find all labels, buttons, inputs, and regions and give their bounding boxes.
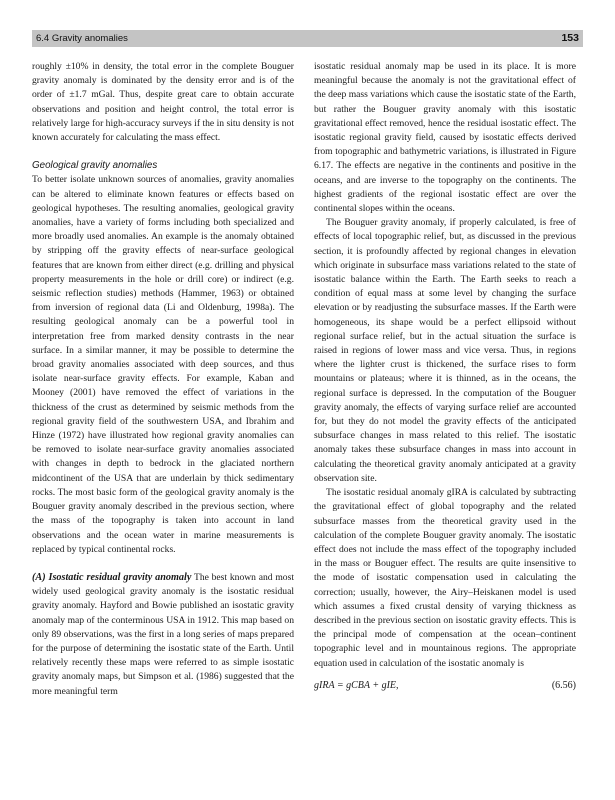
section-title: 6.4 Gravity anomalies bbox=[36, 33, 128, 44]
running-header bbox=[32, 30, 583, 47]
equation-number: (6.56) bbox=[551, 679, 576, 691]
paragraph-text: The best known and most widely used geological gravity anomaly is the isostatic residual gravity anomaly. Hayford and Bowie published an isostatic gravity anomaly map of the conterminous USA in 1912. This map based on only 89 observations, was the first in a long series of maps prepared for the purpose of determining the isostatic state of the Earth. Until relatively recently these maps were referred to as simple isostatic gravity anomaly maps, but Simpson et al. (1986) suggested that the more meaningful term bbox=[32, 571, 294, 697]
paragraph: isostatic residual anomaly map be used in its place. It is more meaningful because the anomaly is not the gravitational effect of the deep mass variations which cause the isostatic state of the Earth, but rather the Bouguer gravity anomaly with this isostatic gravitational effect removed, hence the residual isostatic effect. The isostatic regional gravity field, caused by isostatic effects derived from topographic and bathymetric variations, is illustrated in Figure 6.17. The effects are negative in the continents and positive in the oceans, and are inverse to the topography on the continents. The highest gradients of the regional isostatic effect are over the continental slopes within the oceans. bbox=[314, 61, 576, 215]
equation-body: gIRA = gCBA + gIE, bbox=[314, 679, 399, 691]
equation bbox=[314, 679, 576, 697]
section-heading: Geological gravity anomalies bbox=[32, 160, 158, 172]
paragraph: The isostatic residual anomaly gIRA is calculated by subtracting the gravitational effect of global topography and the related subsurface masses from the theoretical gravity used in the calculation of the complete Bouguer gravity anomaly. The isostatic effect does not include the mass effect of the topography included in the mass or Bouguer effect. The results are quite insensitive to the mode of isostatic compensation used in calculating the correction; usually, however, the Airy–Heiskanen model is used which assumes a fixed crustal density of varying thickness as described in the previous section on isostatic gravity effects. This is the principal mode of compensation at the ocean–continent topographic level and in mountainous regions. The appropriate equation used in calculation of the isostatic anomaly is bbox=[314, 487, 576, 669]
right-column bbox=[314, 60, 576, 697]
paragraph: To better isolate unknown sources of anomalies, gravity anomalies can be altered to eliminate known features or effects based on geological hypotheses. The resulting anomalies, geological gravity anomalies, have a variety of forms including both specialized and more broadly used anomalies. An example is the anomaly obtained by stripping off the gravity effects of near-surface geological features that are known from either direct (e.g. drilling and physical property measurements in the hole or drill core) or indirect (e.g. seismic reflection studies) methods (Hammer, 1963) or obtained from inversion of regional data (Li and Oldenburg, 1998a). The resulting geological anomaly can be a powerful tool in interpretation free from marked density contrasts in the near surface. In a similar manner, it may be possible to determine the broad gravity anomalies associated with deep sources, and thus isolate near-surface gravity effects. For example, Kaban and Mooney (2001) have removed the effect of variations in the thickness of the crust as determined by seismic methods from the regional gravity field of the southwestern USA, and Ibrahim and Hinze (1972) have illustrated how regional gravity anomalies can be removed to isolate near-surface gravity anomalies associated with changes in depth to bedrock in the glaciated northern midcontinent of the USA that are underlain by thick sedimentary rocks. The most basic form of the geological gravity anomaly is the Bouguer gravity anomaly described in the previous section, where the mass of the topography is taken into account in land observations and the ocean water in marine measurements is replaced by typical continental rocks. bbox=[32, 174, 294, 555]
page-number: 153 bbox=[561, 32, 579, 44]
paragraph: roughly ±10% in density, the total error in the complete Bouguer gravity anomaly is dominated by the density error and is of the order of ±1.7 mGal. Thus, despite great care to obtain accurate observations and position and height control, the total error is relatively large for high-accuracy surveys if the in situ density is not known accurately for calculating the mass effect. bbox=[32, 61, 294, 144]
left-column bbox=[32, 60, 294, 699]
paragraph: The Bouguer gravity anomaly, if properly calculated, is free of effects of local topographic relief, but, as discussed in the previous section, it is profoundly affected by regional changes in elevation which originate in subsurface mass variations related to the state of isostatic balance within the Earth. The Earth seeks to reach a condition of equal mass at some level by changing the surface elevation or by readjusting the subsurface masses. If the Earth were homogeneous, its shape would be a perfect ellipsoid without regional surface relief, but in the actual situation the surface is raised in regions of lower mass and vice versa. Thus, in regions where the lighter crust is thickened, the surface rises to form mountains or plateaus; where it is thinned, as in the oceans, the regional surface is depressed. In the computation of the Bouguer gravity anomaly, the effects of varying surface relief are accounted for, but they do not model the gravity effects of the anticipated subsurface changes in mass related to this relief. The isostatic anomaly takes these subsurface changes in mass into account in calculating the theoretical gravity anomaly anticipated at a gravity observation site. bbox=[314, 217, 576, 484]
subsection-heading: (A) Isostatic residual gravity anomaly bbox=[32, 571, 192, 583]
